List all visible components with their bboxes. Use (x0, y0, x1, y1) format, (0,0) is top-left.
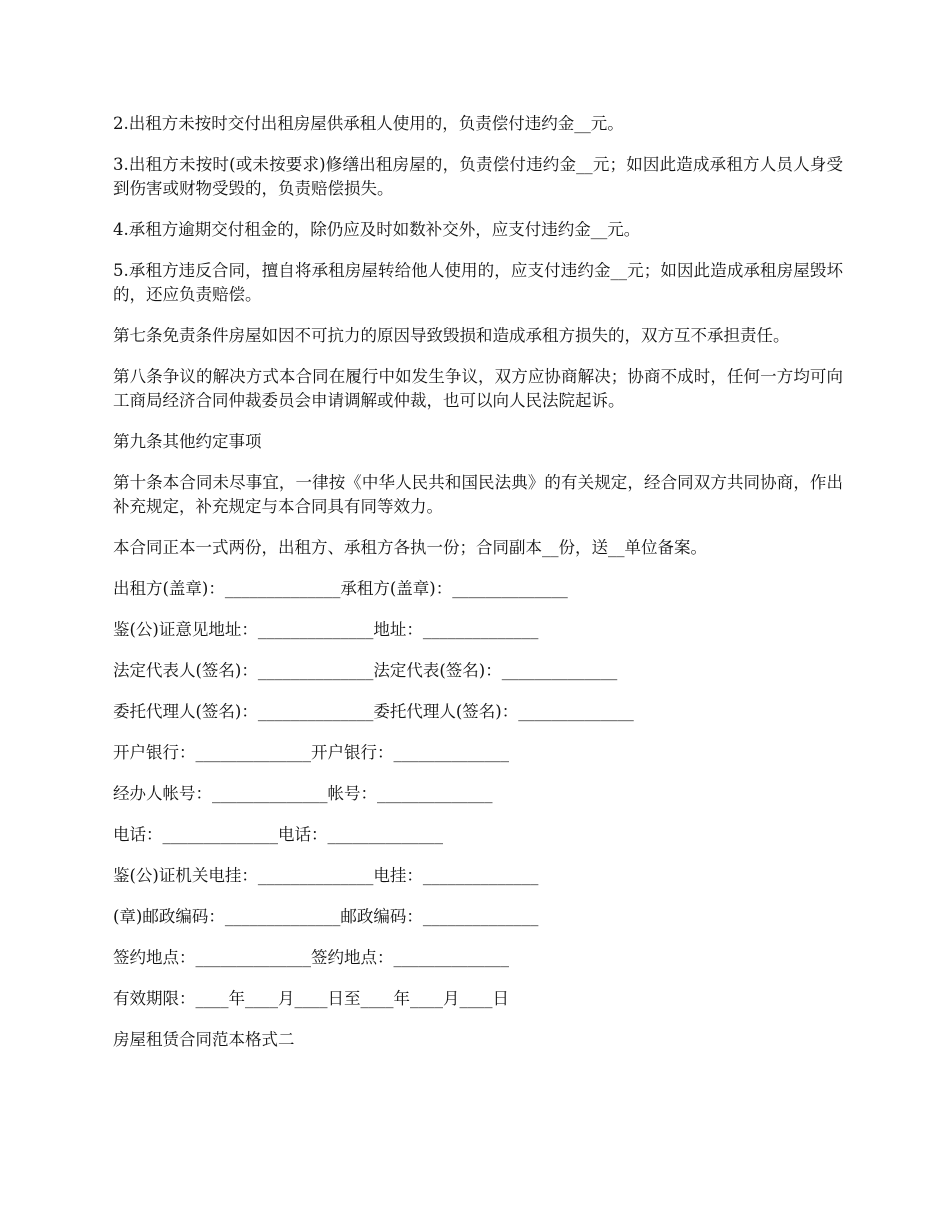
signature-line-account: 经办人帐号：______________帐号：______________ (113, 784, 493, 803)
clause-4: 4.承租方逾期交付租金的，除仍应及时如数补交外，应支付违约金__元。 (113, 220, 641, 239)
article-7: 第七条免责条件房屋如因不可抗力的原因导致毁损和造成承租方损失的，双方互不承担责任。 (113, 326, 790, 345)
clause-2: 2.出租方未按时交付出租房屋供承租人使用的，负责偿付违约金__元。 (113, 114, 624, 133)
footer-title: 房屋租赁合同范本格式二 (113, 1030, 295, 1049)
copies-clause: 本合同正本一式两份，出租方、承租方各执一份；合同副本__份，送__单位备案。 (113, 538, 707, 557)
signature-line-seal: 出租方(盖章)：______________承租方(盖章)：______________ (113, 579, 568, 598)
signature-line-address: 鉴(公)证意见地址：______________地址：______________ (113, 620, 539, 639)
article-9: 第九条其他约定事项 (113, 432, 262, 451)
signature-line-legal-rep: 法定代表人(签名)：______________法定代表(签名)：______________ (113, 661, 618, 680)
article-10: 第十条本合同未尽事宜，一律按《中华人民共和国民法典》的有关规定，经合同双方共同协商，作出补充规定，补充规定与本合同具有同等效力。 (113, 473, 843, 516)
clause-5: 5.承租方违反合同，擅自将承租房屋转给他人使用的，应支付违约金__元；如因此造成承租房屋毁坏的，还应负责赔偿。 (113, 261, 843, 304)
signature-line-location: 签约地点：______________签约地点：______________ (113, 948, 509, 967)
signature-line-postcode: (章)邮政编码：______________邮政编码：______________ (113, 907, 539, 926)
signature-line-telegraph: 鉴(公)证机关电挂：______________电挂：______________ (113, 866, 539, 885)
signature-line-validity: 有效期限：____年____月____日至____年____月____日 (113, 989, 509, 1008)
clause-3: 3.出租方未按时(或未按要求)修缮出租房屋的，负责偿付违约金__元；如因此造成承租方人员人身受到伤害或财物受毁的，负责赔偿损失。 (113, 155, 843, 198)
signature-line-agent: 委托代理人(签名)：______________委托代理人(签名)：______________ (113, 702, 634, 721)
signature-line-phone: 电话：______________电话：______________ (113, 825, 443, 844)
article-8: 第八条争议的解决方式本合同在履行中如发生争议，双方应协商解决；协商不成时，任何一方均可向工商局经济合同仲裁委员会申请调解或仲裁，也可以向人民法院起诉。 (113, 367, 843, 410)
signature-line-bank: 开户银行：______________开户银行：______________ (113, 743, 509, 762)
document-page (113, 112, 843, 1069)
